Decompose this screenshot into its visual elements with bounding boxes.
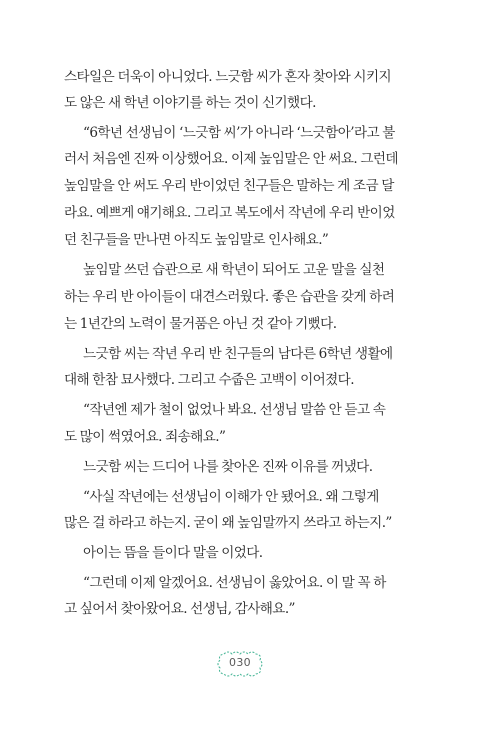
body-text-line: 도 많이 썩였어요. 죄송해요.” [64, 429, 226, 445]
body-text-line: 스타일은 더욱이 아니었다. 느긋함 씨가 혼자 찾아와 시키지 [64, 69, 392, 85]
body-text-line: 많은 걸 하라고 하는지. 굳이 왜 높임말까지 쓰라고 하는지.” [64, 515, 392, 531]
body-text-line: 아이는 뜸을 들이다 말을 이었다. [83, 545, 263, 561]
body-text-line: 러서 처음엔 진짜 이상했어요. 이제 높임말은 안 써요. 그런데 [64, 151, 398, 167]
page-number-badge [216, 650, 264, 678]
body-text-line: 던 친구들을 만나면 아직도 높임말로 인사해요.” [64, 232, 329, 248]
body-text-line: 하는 우리 반 아이들이 대견스러웠다. 좋은 습관을 갖게 하려 [64, 289, 395, 305]
page-number: 030 [229, 656, 251, 669]
body-text-line: 라요. 예쁘게 얘기해요. 그리고 복도에서 작년에 우리 반이었 [64, 205, 395, 221]
body-text-line: “그런데 이제 알겠어요. 선생님이 옳았어요. 이 말 꼭 하 [83, 575, 386, 591]
body-text-line: 느긋함 씨는 드디어 나를 찾아온 진짜 이유를 꺼냈다. [83, 459, 373, 475]
body-text-line: 높임말을 안 써도 우리 반이었던 친구들은 말하는 게 조금 달 [64, 178, 394, 194]
body-text-line: 높임말 쓰던 습관으로 새 학년이 되어도 고운 말을 실천 [83, 262, 385, 278]
body-text-line: 는 1년간의 노력이 물거품은 아닌 것 같아 기뻤다. [64, 316, 337, 332]
body-text-line: 고 싶어서 찾아왔어요. 선생님, 감사해요.” [64, 601, 295, 617]
body-text-line: 도 않은 새 학년 이야기를 하는 것이 신기했다. [64, 95, 316, 111]
body-text-line: “사실 작년에는 선생님이 이해가 안 됐어요. 왜 그렇게 [83, 489, 379, 505]
body-text-line: 대해 한참 묘사했다. 그리고 수줍은 고백이 이어졌다. [64, 372, 354, 388]
body-text-line: “작년엔 제가 철이 없었나 봐요. 선생님 말씀 안 듣고 속 [83, 402, 386, 418]
body-text-line: “6학년 선생님이 ‘느긋함 씨’가 아니라 ‘느긋함아’라고 불 [83, 125, 395, 141]
body-text-line: 느긋함 씨는 작년 우리 반 친구들의 남다른 6학년 생활에 [83, 346, 393, 362]
